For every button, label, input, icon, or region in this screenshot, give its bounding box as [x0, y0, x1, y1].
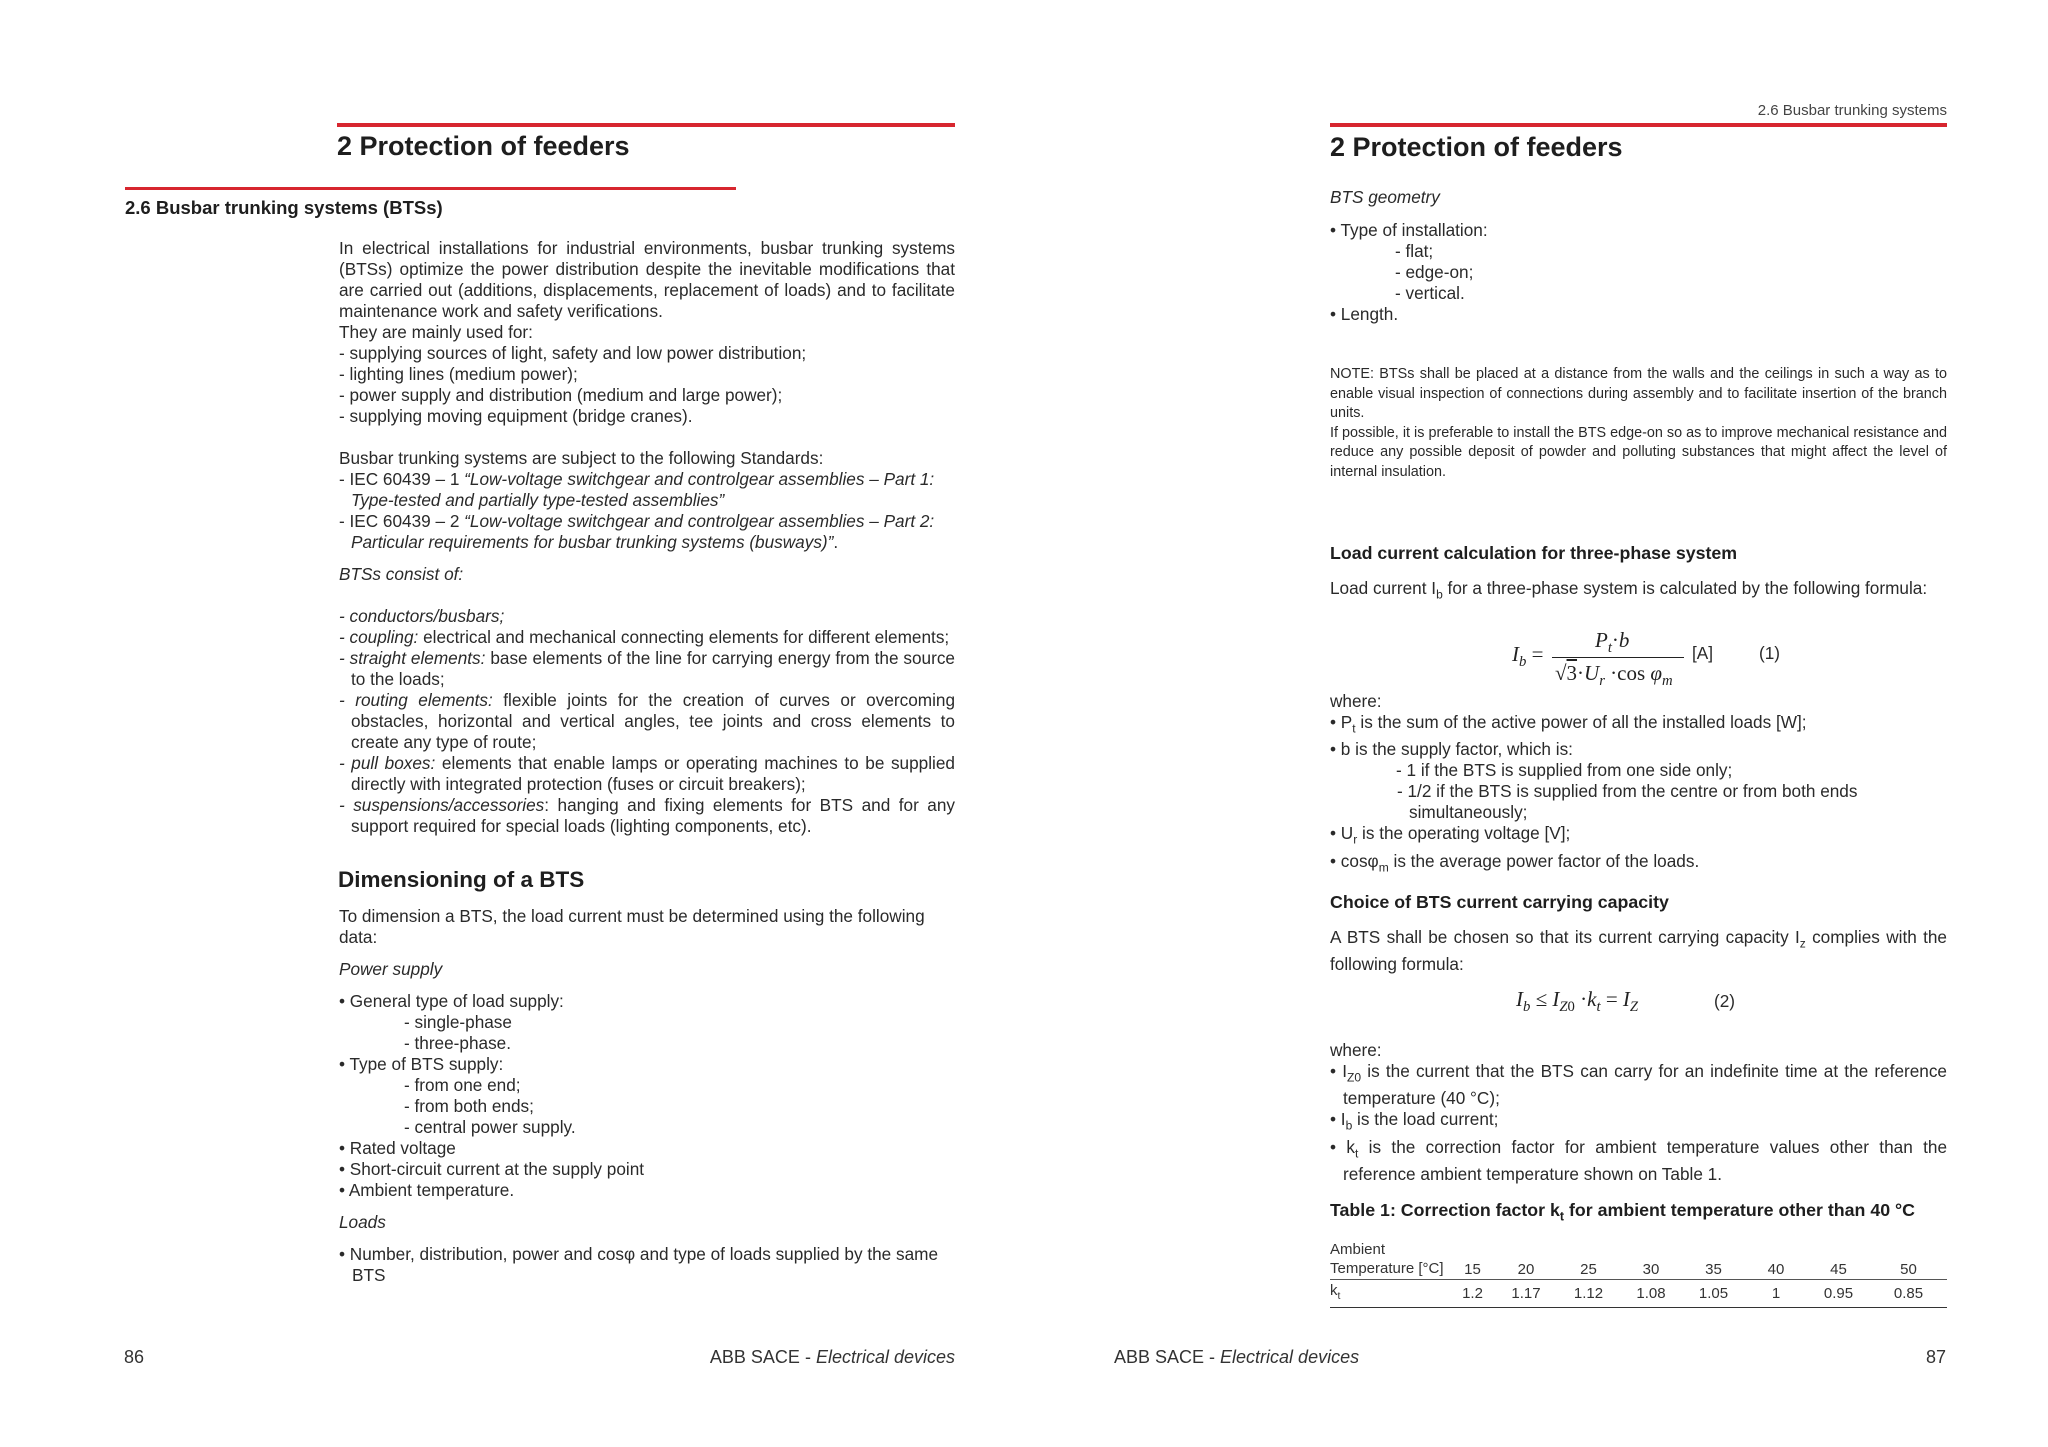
geometry-heading: BTS geometry — [1330, 187, 1440, 207]
footer-brand: ABB SACE - Electrical devices — [1114, 1347, 1360, 1367]
choice-text: A BTS shall be chosen so that its current carrying capacity $I_z$ complies with the following formula: — [1330, 927, 1947, 975]
list-item: • Type of BTS supply: — [339, 1054, 504, 1074]
table-header: Temperature [°C] — [1330, 1260, 1444, 1277]
table-label: Ambient — [1330, 1241, 1386, 1258]
table-cell: 0.95 — [1823, 1285, 1854, 1302]
section-title: 2.6 Busbar trunking systems (BTSs) — [125, 197, 443, 218]
list-item: - supplying sources of light, safety and low power distribution; — [339, 343, 807, 363]
standard-item: - IEC 60439 – 2 “Low-voltage switchgear and controlgear assemblies – Part 2: Particular requirements for busbar trunking systems (busways)”. — [339, 511, 935, 552]
page-number: 87 — [1925, 1347, 1946, 1367]
section-rule — [125, 187, 736, 190]
where-label: where: — [1330, 691, 1382, 711]
choice-heading: Choice of BTS current carrying capacity — [1330, 892, 1669, 912]
table-cell: 20 — [1517, 1260, 1535, 1278]
table-cell: 15 — [1464, 1260, 1481, 1278]
table-row — [1330, 1259, 1947, 1280]
note-text: NOTE: BTSs shall be placed at a distance from the walls and the ceilings in such a way as to enable visual inspection of connections during assembly and to facilitate insertion of the branch units. — [1330, 366, 1947, 421]
dimensioning-heading: Dimensioning of a BTS — [338, 867, 585, 892]
list-item: • Type of installation: — [1330, 220, 1488, 240]
standard-item: - IEC 60439 – 1 “Low-voltage switchgear and controlgear assemblies – Part 1: Type-tested and partially type-tested assemblies” — [339, 469, 935, 510]
where-1-block — [1330, 691, 1947, 878]
geometry-block — [1330, 187, 1947, 325]
sub-item: - from both ends; — [404, 1096, 534, 1116]
list-item: • cosφ$_m$ is the average power factor of the loads. — [1330, 850, 1700, 875]
page-number: 86 — [124, 1347, 145, 1367]
sub-item: - from one end; — [404, 1075, 521, 1095]
load-current-text: Load current $I_b$ for a three-phase system is calculated by the following formula: — [1330, 578, 1928, 602]
kt-table — [1330, 1259, 1947, 1308]
component-item: - conductors/busbars; — [339, 606, 505, 626]
used-for-intro: They are mainly used for: — [339, 322, 533, 342]
running-head: 2.6 Busbar trunking systems — [1757, 102, 1947, 119]
table-cell: 1.05 — [1698, 1285, 1729, 1302]
chapter-rule — [337, 123, 955, 127]
list-item: • Number, distribution, power and cosφ and type of loads supplied by the same BTS — [339, 1244, 939, 1285]
list-item: • $P_t$ is the sum of the active power of all the installed loads [W]; — [1330, 712, 1807, 736]
chapter-title: 2 Protection of feeders — [1330, 132, 1623, 162]
table-cell: 0.85 — [1893, 1285, 1924, 1302]
list-item: - power supply and distribution (medium and large power); — [339, 385, 783, 405]
list-item: • Ambient temperature. — [339, 1180, 515, 1200]
table-cell: 1.17 — [1511, 1285, 1541, 1302]
left-body — [339, 238, 955, 837]
table-header: $k_t$ — [1330, 1282, 1341, 1302]
table-cell: 1.12 — [1573, 1285, 1604, 1302]
list-item: • b is the supply factor, which is: — [1330, 739, 1573, 760]
list-item: • Rated voltage — [339, 1138, 456, 1158]
where-label: where: — [1330, 1040, 1382, 1060]
table-title: Table 1: Correction factor $k_t$ for ambient temperature other than 40 °C — [1330, 1200, 1915, 1224]
table-cell: 1 — [1771, 1285, 1781, 1302]
component-item: - suspensions/accessories: hanging and fixing elements for BTS and for any support required for special loads (lighting components, etc). — [339, 795, 955, 836]
table-cell: 35 — [1705, 1260, 1722, 1278]
correction-table — [1330, 1240, 1947, 1308]
list-item: • $U_r$ is the operating voltage [V]; — [1330, 823, 1571, 847]
table-cell: 45 — [1830, 1260, 1847, 1278]
list-item: • General type of load supply: — [339, 991, 564, 1011]
table-cell: 50 — [1900, 1260, 1917, 1278]
table-row — [1330, 1280, 1947, 1308]
note-block — [1330, 365, 1947, 482]
component-item: - coupling: electrical and mechanical connecting elements for different elements; — [339, 627, 950, 647]
table-cell: 40 — [1767, 1260, 1785, 1278]
sub-item: - 1 if the BTS is supplied from one side only; — [1396, 760, 1733, 781]
formula-2-number: (2) — [1714, 991, 1736, 1011]
list-item: • $I_b$ is the load current; — [1330, 1109, 1499, 1133]
component-item: - routing elements: flexible joints for the creation of curves or overcoming obstacles, horizontal and vertical angles, tee joints and cross elements to create any type of route; — [339, 690, 956, 752]
formula-1: $I_b$ = $P_t\cdot b$ $√3\cdot U_r \cdot\cos$ $\varphi_m$ — [1512, 628, 1812, 688]
formula-2: $I_b \le I_{Z0} \cdot k_t = I_Z$ — [1516, 987, 1639, 1016]
list-item: - lighting lines (medium power); — [339, 364, 578, 384]
sub-item: - three-phase. — [404, 1033, 512, 1053]
consist-of-heading: BTSs consist of: — [339, 564, 464, 584]
table-cell: 25 — [1580, 1260, 1597, 1278]
formula-1-number: (1) — [1759, 643, 1781, 663]
table-cell: 1.08 — [1636, 1285, 1666, 1302]
component-item: - straight elements: base elements of the line for carrying energy from the source to the loads; — [339, 648, 955, 689]
sub-item: - flat; — [1395, 241, 1434, 261]
dimensioning-text: To dimension a BTS, the load current must be determined using the following data: — [339, 906, 925, 947]
power-supply-heading: Power supply — [339, 959, 443, 979]
list-item: - supplying moving equipment (bridge cranes). — [339, 406, 693, 426]
table-cell: 30 — [1642, 1260, 1660, 1278]
load-current-heading: Load current calculation for three-phase system — [1330, 543, 1738, 563]
list-item: • $k_t$ is the correction factor for ambient temperature values other than the reference ambient temperature shown on Table 1. — [1330, 1136, 1948, 1185]
component-item: - pull boxes: elements that enable lamps or operating machines to be supplied directly with integrated protection (fuses or circuit breakers); — [339, 753, 955, 794]
list-item: • Short-circuit current at the supply point — [339, 1159, 645, 1179]
sub-item: - vertical. — [1395, 283, 1465, 303]
footer-brand: ABB SACE - Electrical devices — [709, 1347, 955, 1367]
intro-paragraph: In electrical installations for industrial environments, busbar trunking systems (BTSs) optimize the power distribution despite the inevitable modifications that are carried out (additions, displacements, replacement of loads) and to facilitate maintenance work and safety verifications. — [339, 238, 955, 321]
loads-heading: Loads — [339, 1212, 386, 1232]
dimensioning-body — [339, 906, 955, 1286]
sub-item: - 1/2 if the BTS is supplied from the centre or from both ends simultaneously; — [1397, 781, 1858, 823]
chapter-title: 2 Protection of feeders — [337, 131, 630, 161]
table-cell: 1.2 — [1462, 1285, 1483, 1302]
list-item: • $I_{Z0}$ is the current that the BTS can carry for an indefinite time at the reference temperature (40 °C); — [1330, 1061, 1947, 1109]
note-text: If possible, it is preferable to install the BTS edge-on so as to improve mechanical resistance and reduce any possible deposit of powder and polluting substances that might affect the level of internal insulation. — [1330, 424, 1947, 480]
standards-intro: Busbar trunking systems are subject to the following Standards: — [339, 448, 824, 468]
list-item: • Length. — [1330, 304, 1399, 324]
sub-item: - edge-on; — [1395, 262, 1474, 282]
right-page — [1024, 0, 2048, 1447]
chapter-rule — [1330, 123, 1947, 127]
formula-1-unit: [A] — [1692, 643, 1714, 663]
where-2-block — [1330, 1040, 1947, 1185]
sub-item: - central power supply. — [404, 1117, 576, 1137]
sub-item: - single-phase — [404, 1012, 512, 1032]
